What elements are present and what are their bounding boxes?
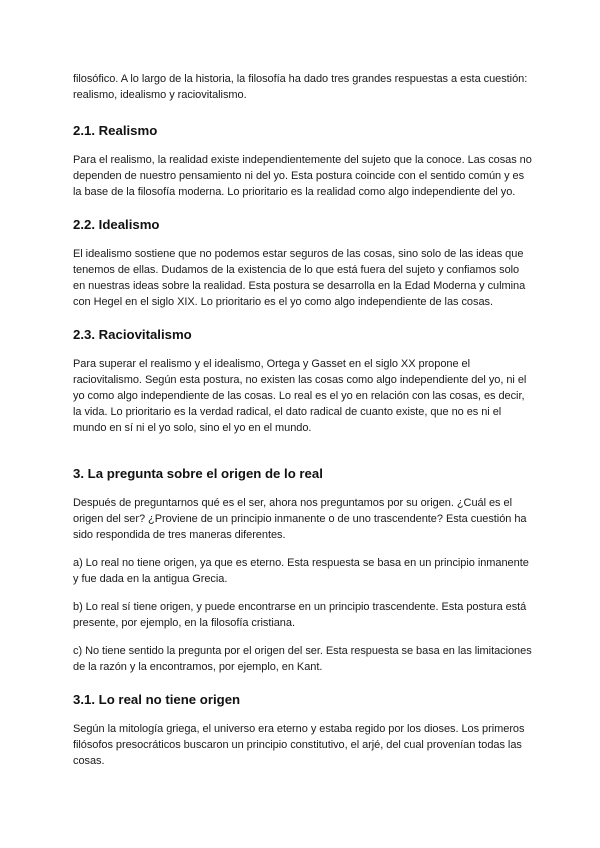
intro-paragraph: filosófico. A lo largo de la historia, la filosofía ha dado tres grandes respuestas a esta cuestión: realismo, idealismo y raciovitalismo. — [73, 73, 528, 101]
heading-raciovitalismo: 2.3. Raciovitalismo — [73, 327, 192, 342]
paragraph-sin-origen: Según la mitología griega, el universo era eterno y estaba regido por los dioses. Los primeros filósofos presocráticos buscaron un principio constitutivo, el arjé, del cual provenían todas las cosas. — [73, 723, 525, 767]
heading-origen-real: 3. La pregunta sobre el origen de lo real — [73, 466, 323, 481]
paragraph-raciovitalismo: Para superar el realismo y el idealismo, Ortega y Gasset en el siglo XX propone el raciovitalismo. Según esta postura, no existen las cosas como algo independiente del yo, ni el yo como algo independiente de las cosas. Lo real es el yo en relación con las cosas, es decir, la vida. Lo prioritario es la verdad radical, el dato radical de cuanto existe, que no es ni el mundo en sí ni el yo solo, sino el yo en el mundo. — [73, 358, 527, 434]
paragraph-option-a: a) Lo real no tiene origen, ya que es eterno. Esta respuesta se basa en un principio inmanente y fue dada en la antigua Grecia. — [73, 557, 529, 585]
paragraph-origen-intro: Después de preguntarnos qué es el ser, ahora nos preguntamos por su origen. ¿Cuál es el origen del ser? ¿Proviene de un principio inmanente o de uno trascendente? Esta cuestión ha sido respondida de tres maneras diferentes. — [73, 497, 527, 541]
heading-realismo: 2.1. Realismo — [73, 123, 158, 138]
paragraph-idealismo: El idealismo sostiene que no podemos estar seguros de las cosas, sino solo de las ideas que tenemos de ellas. Dudamos de la existencia de lo que está fuera del sujeto y confiamos solo en nuestras ideas sobre la realidad. Esta postura se desarrolla en la Edad Moderna y culmina con Hegel en el siglo XIX. Lo prioritario es el yo como algo independiente de las cosas. — [73, 248, 526, 308]
paragraph-realismo: Para el realismo, la realidad existe independientemente del sujeto que la conoce. Las cosas no dependen de nuestro pensamiento ni del yo. Esta postura coincide con el sentido común y es la base de la filosofía moderna. Lo prioritario es la realidad como algo independiente del yo. — [73, 154, 532, 198]
heading-idealismo: 2.2. Idealismo — [73, 217, 160, 232]
document-body — [73, 71, 533, 769]
heading-sin-origen: 3.1. Lo real no tiene origen — [73, 692, 241, 707]
section-spacer — [73, 436, 533, 465]
paragraph-option-b: b) Lo real sí tiene origen, y puede encontrarse en un principio trascendente. Esta postura está presente, por ejemplo, en la filosofía cristiana. — [73, 601, 527, 629]
paragraph-option-c: c) No tiene sentido la pregunta por el origen del ser. Esta respuesta se basa en las limitaciones de la razón y la encontramos, por ejemplo, en Kant. — [73, 645, 532, 673]
